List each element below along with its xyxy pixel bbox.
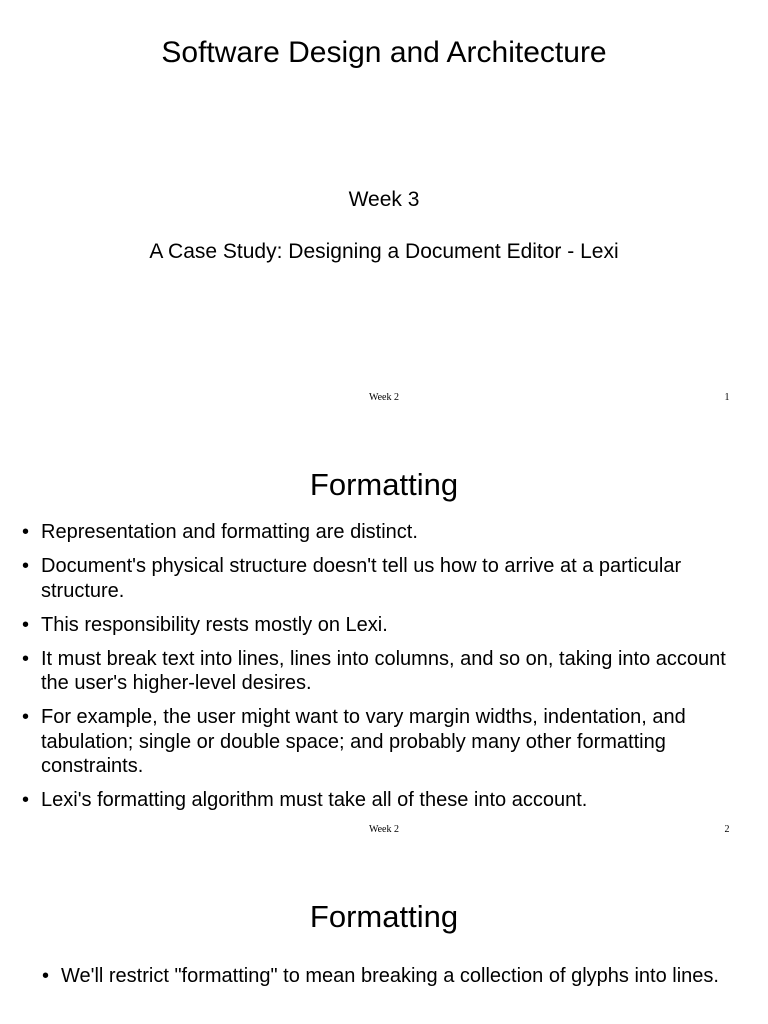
bullet-text: For example, the user might want to vary margin widths, indentation, and tabulation; single or double space; and probably many other formatting constraints. [41, 706, 686, 777]
bullet-text: This responsibility rests mostly on Lexi. [41, 613, 388, 636]
slide-1 [0, 0, 768, 432]
bullet-text: Lexi's formatting algorithm must take all of these into account. [41, 789, 588, 811]
footer-week-label: Week 2 [368, 392, 399, 403]
slide-heading: Formatting [309, 899, 459, 934]
slide-subtitle: A Case Study: Designing a Document Editor - Lexi [149, 240, 619, 263]
bullet-list [22, 520, 752, 822]
page-number: 1 [724, 392, 730, 403]
bullet-text: We'll restrict "formatting" to mean breaking a collection of glyphs into lines. [61, 965, 719, 987]
bullet-text: Document's physical structure doesn't tell us how to arrive at a particular structure. [41, 555, 682, 602]
list-item [22, 788, 752, 813]
slide-3 [0, 864, 768, 1024]
bullet-icon: • [22, 555, 30, 577]
page-number: 2 [724, 824, 730, 835]
bullet-text: Representation and formatting are distinct. [41, 521, 418, 543]
list-item [22, 705, 752, 779]
bullet-text: It must break text into lines, lines into columns, and so on, taking into account the user's higher-level desires. [41, 647, 726, 694]
slide-heading: Formatting [309, 467, 459, 502]
list-item [22, 647, 752, 696]
bullet-icon: • [22, 789, 30, 811]
list-item [42, 964, 742, 989]
list-item [22, 554, 752, 603]
bullet-list [42, 964, 742, 998]
footer-week-label: Week 2 [368, 824, 399, 835]
bullet-icon: • [42, 965, 50, 987]
bullet-icon: • [22, 706, 30, 728]
list-item [22, 613, 752, 638]
slide-title: Software Design and Architecture [161, 36, 607, 69]
bullet-icon: • [22, 521, 30, 543]
slide-2 [0, 432, 768, 864]
slide-week: Week 3 [348, 188, 420, 211]
list-item [22, 520, 752, 545]
bullet-icon: • [22, 647, 30, 670]
bullet-icon: • [22, 613, 30, 636]
